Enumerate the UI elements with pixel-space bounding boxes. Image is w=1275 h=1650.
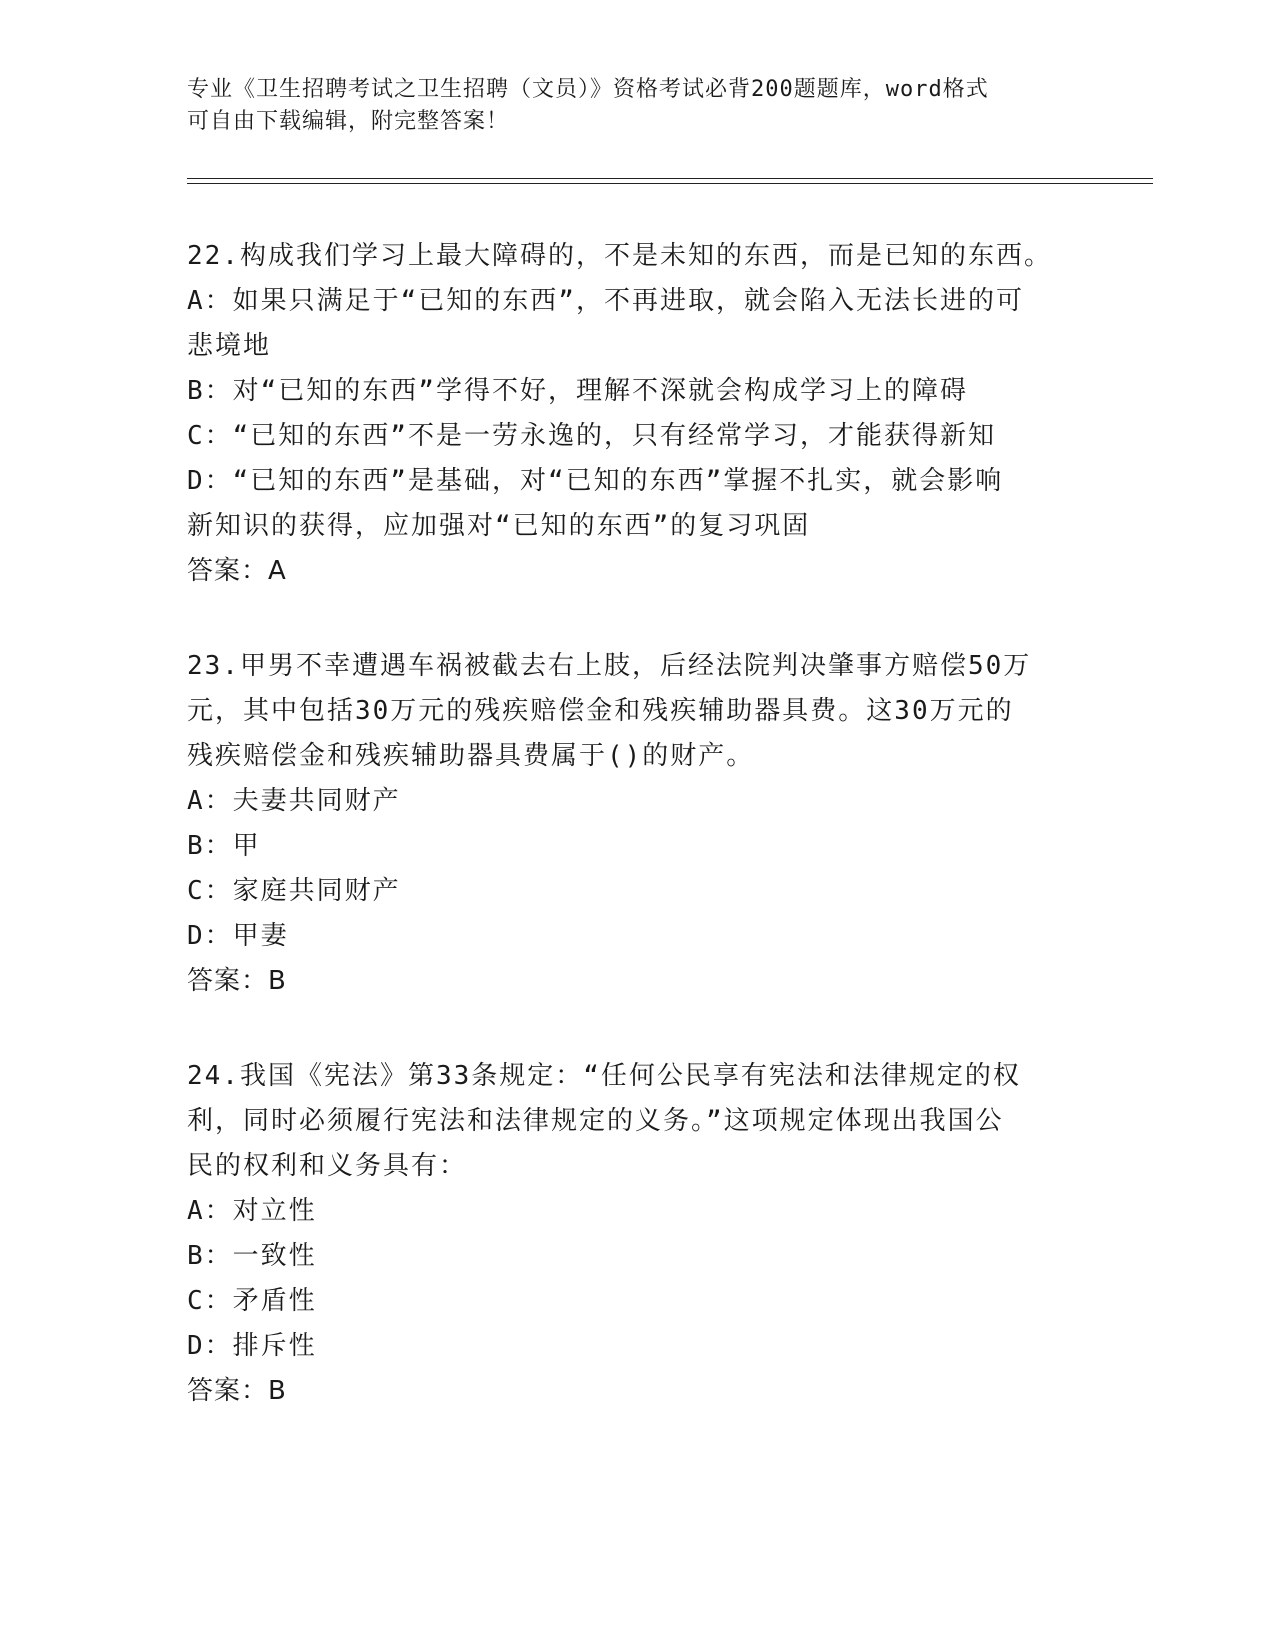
option-d: D：排斥性 <box>187 1331 317 1361</box>
question-stem-continued: 元，其中包括30万元的残疾赔偿金和残疾辅助器具费。这30万元的 <box>187 696 1014 726</box>
option-d: D：甲妻 <box>187 921 289 951</box>
header-line: 可自由下载编辑，附完整答案！ <box>187 109 510 134</box>
option-c: C：家庭共同财产 <box>187 876 401 906</box>
question-stem: 23.甲男不幸遭遇车祸被截去右上肢，后经法院判决肇事方赔偿50万 <box>187 651 1032 681</box>
header-line: 专业《卫生招聘考试之卫生招聘（文员）》资格考试必背200题题库，word格式 <box>187 77 989 102</box>
option-d-continued: 新知识的获得，应加强对“已知的东西”的复习巩固 <box>187 511 811 541</box>
answer-line: 答案：A <box>187 556 287 586</box>
question-23 <box>187 644 1087 1004</box>
question-22 <box>187 234 1087 594</box>
option-a-continued: 悲境地 <box>187 331 272 361</box>
question-stem-continued: 利，同时必须履行宪法和法律规定的义务。”这项规定体现出我国公 <box>187 1106 1004 1136</box>
answer-line: 答案：B <box>187 1376 287 1406</box>
question-stem-continued: 民的权利和义务具有： <box>187 1151 468 1181</box>
question-stem: 24.我国《宪法》第33条规定：“任何公民享有宪法和法律规定的权 <box>187 1061 1021 1091</box>
document-header <box>187 74 1087 138</box>
question-stem-continued: 残疾赔偿金和残疾辅助器具费属于()的财产。 <box>187 741 755 771</box>
option-c: C：“已知的东西”不是一劳永逸的，只有经常学习，才能获得新知 <box>187 421 996 451</box>
option-b: B：一致性 <box>187 1241 317 1271</box>
option-c: C：矛盾性 <box>187 1286 317 1316</box>
option-a: A：如果只满足于“已知的东西”，不再进取，就会陷入无法长进的可 <box>187 286 1024 316</box>
question-stem: 22.构成我们学习上最大障碍的，不是未知的东西，而是已知的东西。 <box>187 241 1052 271</box>
option-a: A：夫妻共同财产 <box>187 786 401 816</box>
option-a: A：对立性 <box>187 1196 317 1226</box>
answer-line: 答案：B <box>187 966 287 996</box>
question-24 <box>187 1054 1087 1414</box>
header-divider-bottom <box>187 183 1153 184</box>
option-b: B：甲 <box>187 831 261 861</box>
header-divider-top <box>187 178 1153 179</box>
option-b: B：对“已知的东西”学得不好，理解不深就会构成学习上的障碍 <box>187 376 968 406</box>
option-d: D：“已知的东西”是基础，对“已知的东西”掌握不扎实，就会影响 <box>187 466 1004 496</box>
